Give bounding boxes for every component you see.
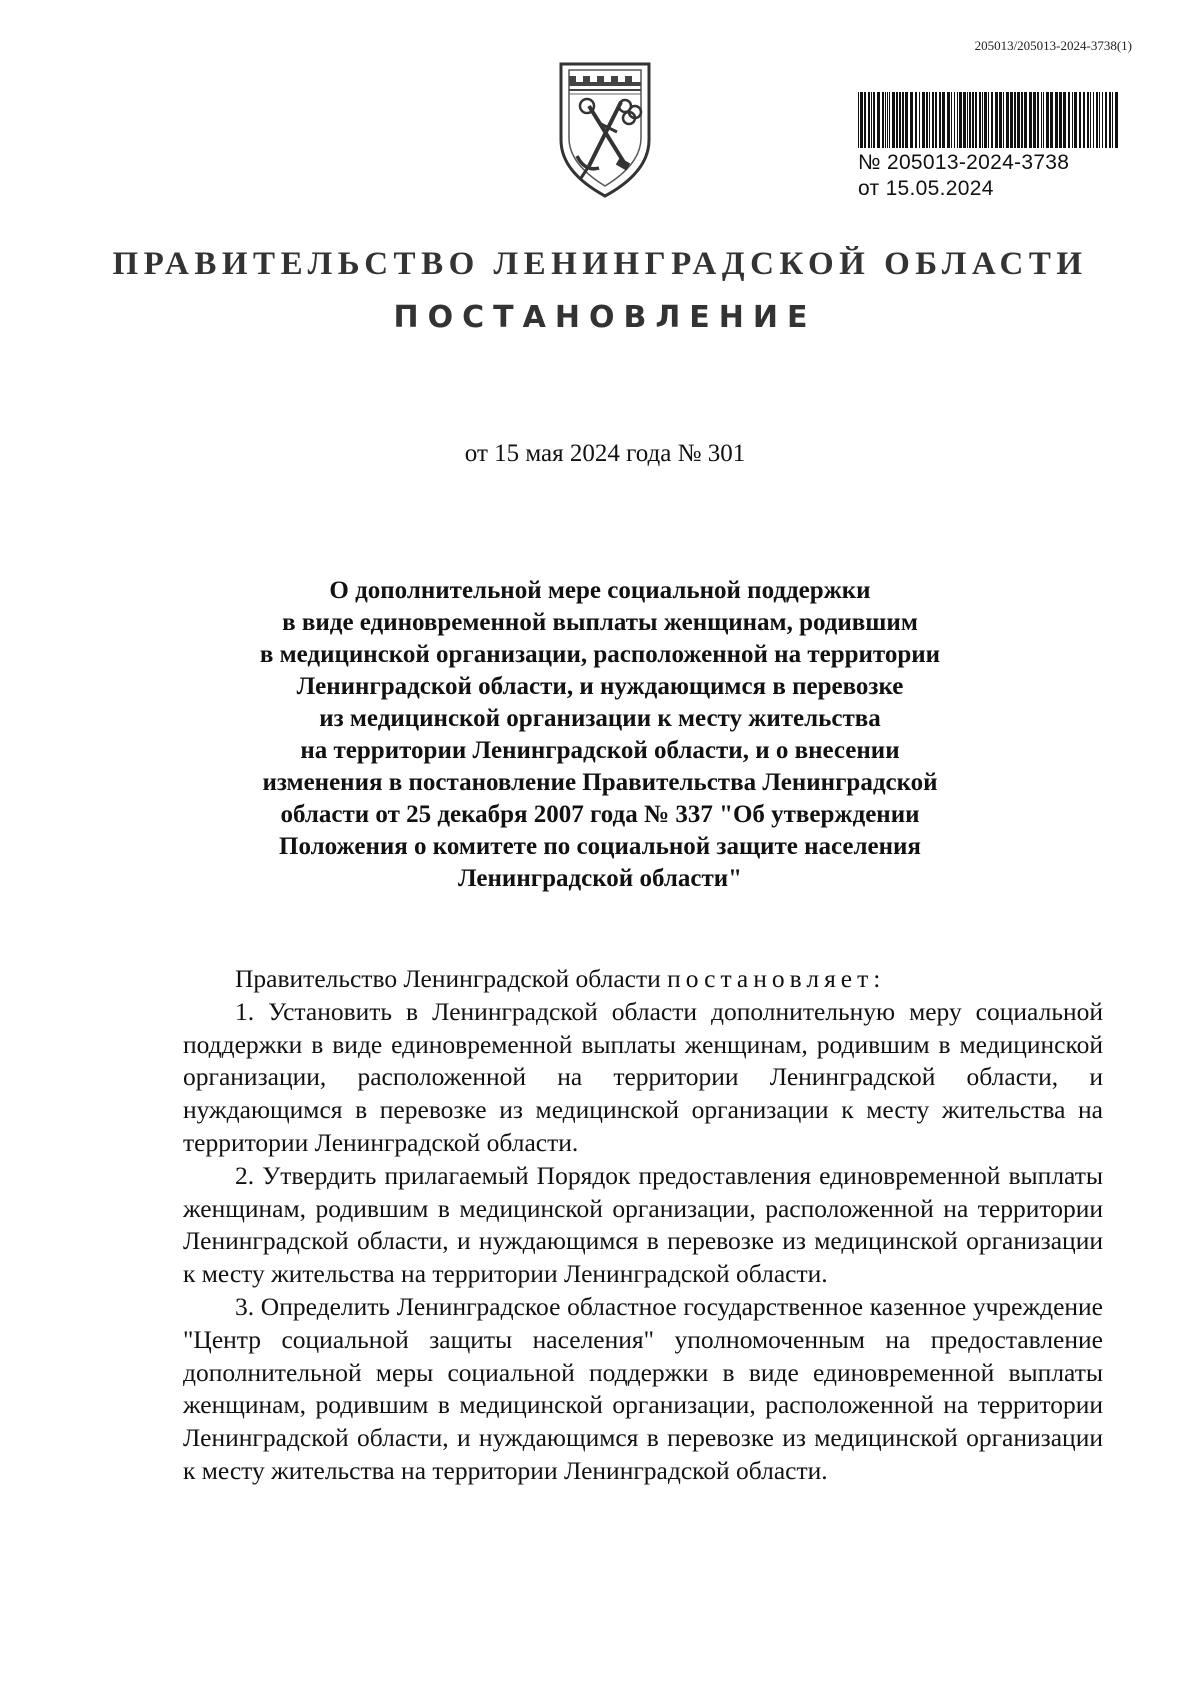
barcode-bar: [892, 92, 895, 148]
subject-line: Положения о комитете по социальной защите населения: [279, 833, 921, 860]
barcode-bar: [1055, 92, 1058, 148]
barcode-bar: [1109, 92, 1111, 148]
barcode-bar: [1093, 92, 1094, 148]
barcode-bar: [979, 92, 981, 148]
barcode-bar: [1090, 92, 1091, 148]
barcode-bar: [873, 92, 875, 148]
barcode-bar: [926, 92, 928, 148]
barcode-bar: [1087, 92, 1089, 148]
barcode-bar: [887, 92, 888, 148]
barcode-bar: [1021, 92, 1023, 148]
barcode-bar: [1096, 92, 1098, 148]
resolution-subject: [150, 575, 1050, 895]
barcode-bar: [1006, 92, 1009, 148]
barcode-bar: [1037, 92, 1039, 148]
barcode-bar: [947, 92, 950, 148]
barcode-bar: [871, 92, 872, 148]
coat-of-arms-emblem-icon: [555, 60, 655, 200]
registration-date: от 15.05.2024: [858, 177, 994, 200]
barcode-bar: [959, 92, 962, 148]
barcode-bar: [896, 92, 898, 148]
barcode-bar: [991, 92, 993, 148]
barcode-icon: [858, 92, 1120, 148]
barcode-bar: [932, 92, 934, 148]
barcode-bar: [972, 92, 974, 148]
barcode-bar: [868, 92, 870, 148]
paragraph-2: 2. Утвердить прилагаемый Порядок предоставления единовременной выплаты женщинам, родившим в медицинской организации, расположенной на территории Ленинградской области, и нуждающимся в перевозке из медицинской организации к месту жительства на территории Ленинградской области.: [183, 1160, 1103, 1289]
barcode-bar: [882, 92, 884, 148]
subject-line: области от 25 декабря 2007 года № 337 "Об утверждении: [280, 801, 920, 828]
paragraph-3: 3. Определить Ленинградское областное государственное казенное учреждение "Центр социальной защиты населения" уполномоченным на предоставление дополнительной меры социальной поддержки в виде единовременной выплаты женщинам, родившим в медицинской организации, расположенной на территории Ленинградской области, и нуждающимся в перевозке из медицинской организации к месту жительства на территории Ленинградской области.: [183, 1291, 1103, 1485]
barcode-bar: [915, 92, 917, 148]
subject-line: Ленинградской области, и нуждающимся в перевозке: [296, 673, 904, 700]
barcode-bar: [1079, 92, 1081, 148]
barcode-bar: [969, 92, 971, 148]
resolution-date-number: от 15 мая 2024 года № 301: [464, 440, 746, 467]
barcode-bar: [1102, 92, 1103, 148]
barcode-bar: [988, 92, 989, 148]
barcode-bar: [995, 92, 998, 148]
paragraph-1: 1. Установить в Ленинградской области дополнительную меру социальной поддержки в виде единовременной выплаты женщинам, родившим в медицинской организации, расположенной на территории Ленинградской области, и нуждающимся в перевозке из медицинской организации к месту жительства на территории Ленинградской области.: [183, 996, 1103, 1157]
barcode-bar: [1024, 92, 1027, 148]
barcode-bar: [1115, 92, 1118, 148]
barcode-bar: [922, 92, 925, 148]
registration-stamp: [858, 92, 1128, 202]
registration-number: № 205013-2024-3738: [858, 151, 1070, 174]
subject-line: в медицинской организации, расположенной на территории: [259, 641, 941, 668]
barcode-bar: [1010, 92, 1013, 148]
barcode-bar: [1059, 92, 1062, 148]
barcode-bar: [1041, 92, 1042, 148]
barcode-bar: [1063, 92, 1066, 148]
barcode-bar: [1074, 92, 1077, 148]
barcode-bar: [939, 92, 941, 148]
barcode-bar: [1099, 92, 1100, 148]
barcode-bar: [951, 92, 952, 148]
barcode-bar: [1050, 92, 1053, 148]
barcode-bar: [1017, 92, 1020, 148]
barcode-bar: [1003, 92, 1004, 148]
barcode-bar: [975, 92, 977, 148]
subject-line: О дополнительной мере социальной поддержки: [329, 577, 871, 604]
barcode-bar: [1046, 92, 1049, 148]
resolution-body: [183, 963, 1103, 1488]
barcode-bar: [1068, 92, 1070, 148]
barcode-bar: [1033, 92, 1036, 148]
intro-line: [183, 963, 1103, 996]
barcode-bar: [905, 92, 908, 148]
barcode-bar: [942, 92, 945, 148]
barcode-bar: [954, 92, 955, 148]
barcode-bar: [877, 92, 880, 148]
subject-line: из медицинской организации к месту жительства: [319, 705, 881, 732]
barcode-bar: [929, 92, 930, 148]
barcode-bar: [1112, 92, 1113, 148]
intro-verb: постановляет:: [667, 964, 886, 993]
barcode-bar: [1072, 92, 1073, 148]
intro-subject: Правительство Ленинградской области: [235, 964, 661, 993]
barcode-bar: [963, 92, 966, 148]
barcode-bar: [919, 92, 920, 148]
barcode-bar: [860, 92, 863, 148]
barcode-bar: [982, 92, 983, 148]
barcode-bar: [902, 92, 904, 148]
barcode-bar: [967, 92, 968, 148]
subject-line: в виде единовременной выплаты женщинам, родившим: [282, 609, 918, 636]
barcode-bar: [957, 92, 958, 148]
barcode-bar: [984, 92, 987, 148]
barcode-bar: [935, 92, 937, 148]
document-reference: 205013/205013-2024-3738(1): [974, 38, 1132, 53]
document-type: ПОСТАНОВЛЕНИЕ: [393, 300, 817, 335]
barcode-bar: [910, 92, 913, 148]
subject-line: Ленинградской области": [457, 865, 743, 892]
barcode-bar: [858, 92, 859, 148]
government-title: ПРАВИТЕЛЬСТВО ЛЕНИНГРАДСКОЙ ОБЛАСТИ: [112, 246, 1088, 282]
barcode-bar: [1083, 92, 1085, 148]
barcode-bar: [885, 92, 886, 148]
barcode-bar: [899, 92, 901, 148]
barcode-bar: [889, 92, 890, 148]
subject-line: на территории Ленинградской области, и о внесении: [300, 737, 900, 764]
barcode-bar: [1014, 92, 1016, 148]
barcode-bar: [1105, 92, 1107, 148]
barcode-bar: [1043, 92, 1044, 148]
subject-line: изменения в постановление Правительства Ленинградской: [262, 769, 938, 796]
barcode-bar: [864, 92, 866, 148]
barcode-bar: [1029, 92, 1032, 148]
barcode-bar: [999, 92, 1002, 148]
